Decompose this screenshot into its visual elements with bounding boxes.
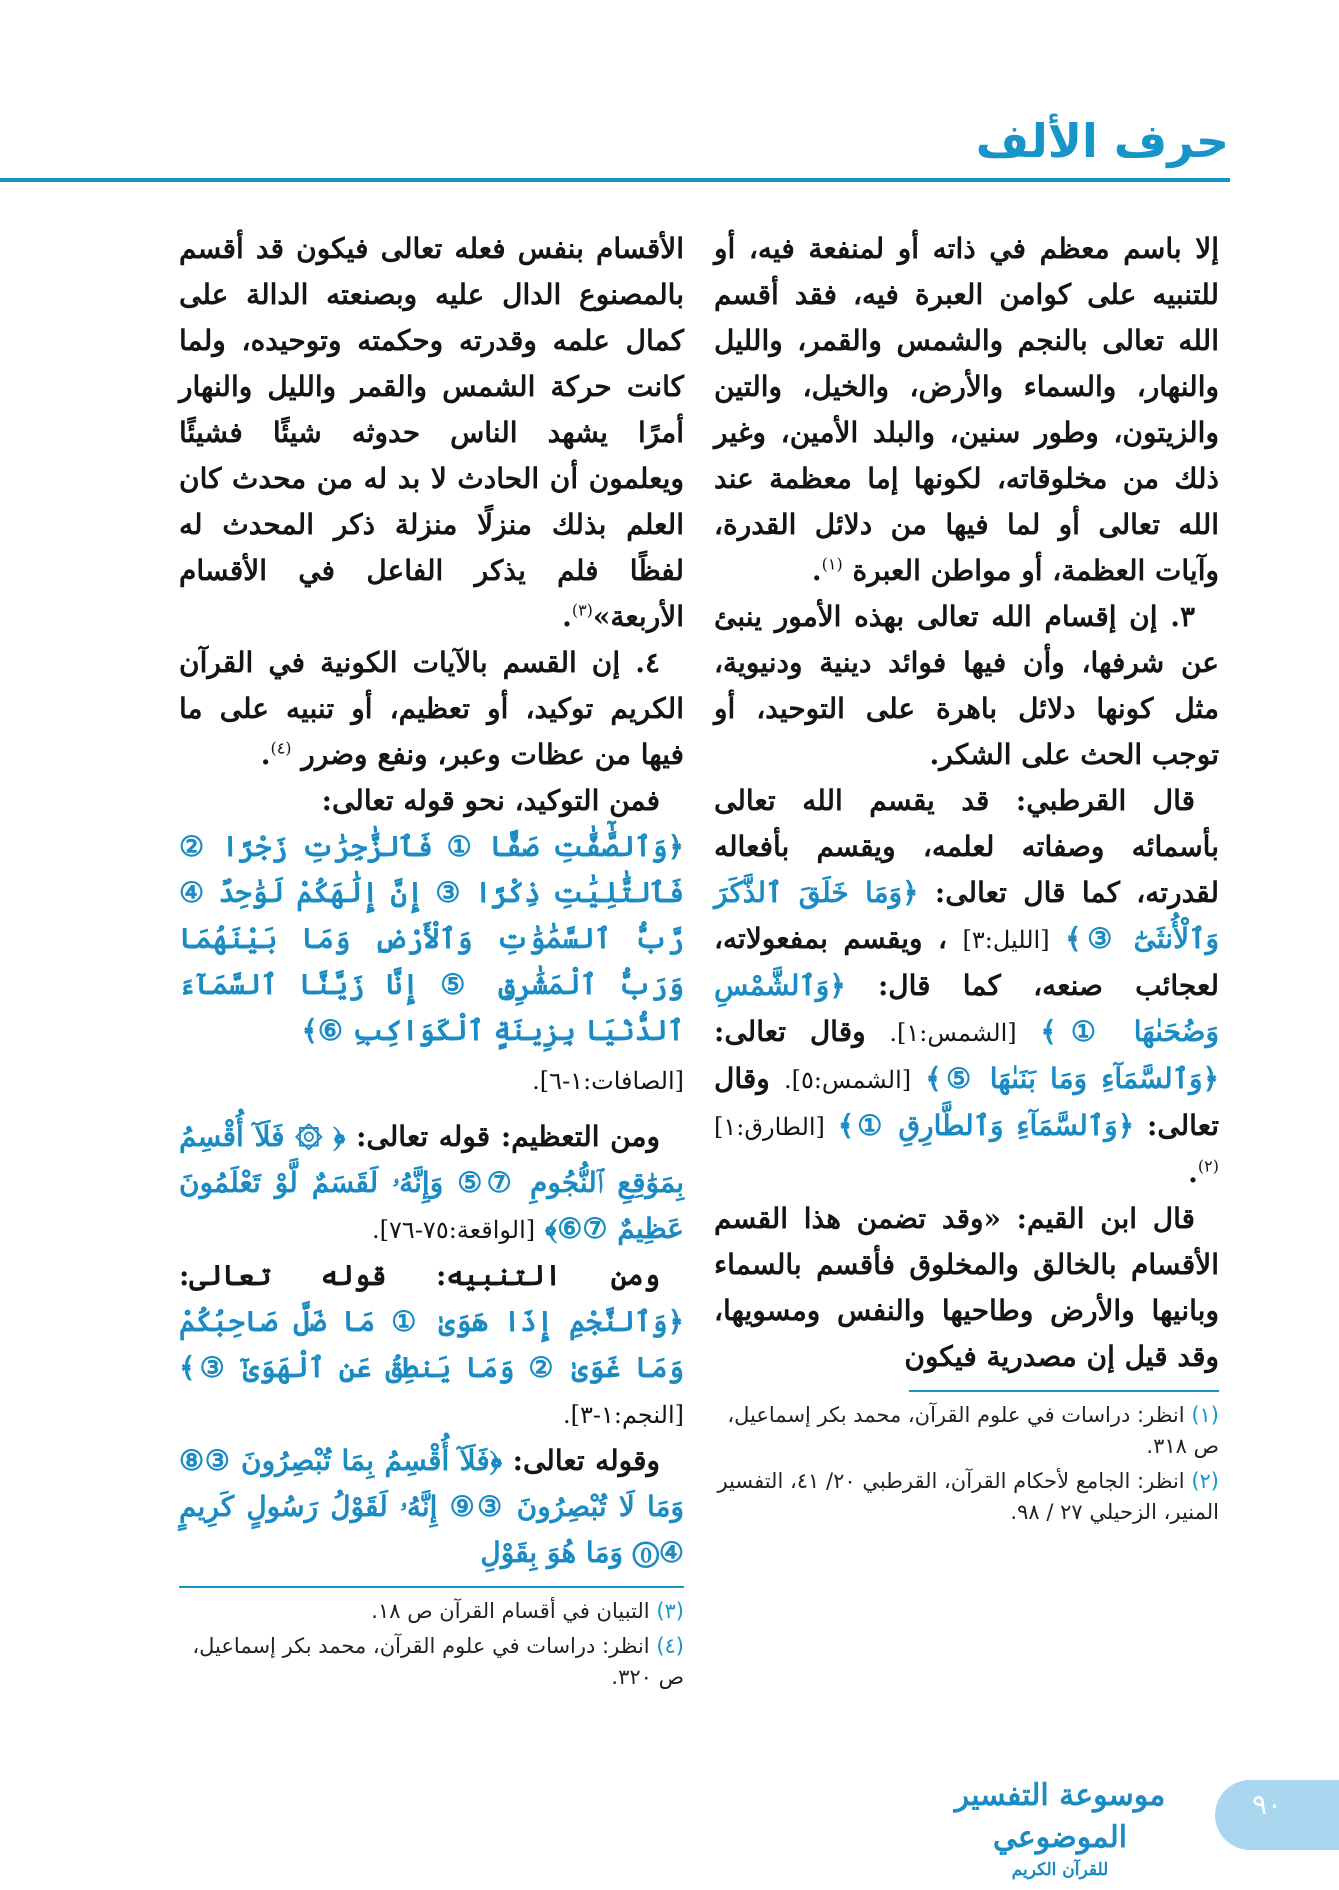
footnote-ref-1[interactable]: (١) <box>821 554 843 574</box>
verse-reference: [الواقعة:٧٥-٧٦]. <box>372 1216 536 1244</box>
quran-verse: ﴿ ۞ فَلَآ أُقْسِمُ بِمَوَٰقِعِ ٱلنُّجُومِ ⑦⑤ وَإِنَّهُۥ لَقَسَمٌ لَّوْ تَعْلَمُونَ عَظِيمٌ ⑦⑥﴾ <box>179 1120 684 1245</box>
footnote-ref-3[interactable]: (٣) <box>571 600 593 620</box>
verse-reference: [الطارق:١] <box>714 1113 825 1141</box>
footnote-divider-right <box>909 1390 1219 1392</box>
left-paragraph-2: ٤. إن القسم بالآيات الكونية في القرآن الكريم توكيد، أو تعظيم، أو تنبيه على ما فيها من عظات وعبر، ونفع وضرر $^{(٤)}$. <box>179 646 684 771</box>
right-paragraph-3: قال القرطبي: قد يقسم الله تعالى بأسمائه وصفاته لعلمه، ويقسم بأفعاله لقدرته، كما قال تعالى: ﴿وَمَا خَلَقَ ٱلذَّكَرَ وَٱلْأُنثَىٰٓ ③﴾ [الليل:٣] ، ويقسم بمفعولاته، لعجائب صنعه، كما قال: ﴿وَٱلشَّمْسِ وَضُحَىٰهَا ①﴾ [الشمس:١]. وقال تعالى: ﴿وَٱلسَّمَآءِ وَمَا بَنَىٰهَا ⑤﴾ [الشمس:٥]. وقال تعالى: ﴿وَٱلسَّمَآءِ وَٱلطَّارِقِ ①﴾ [الطارق:١] $^{(٢)}$. <box>714 784 1220 1189</box>
footnote-ref-4[interactable]: (٤) <box>270 738 292 758</box>
verse-reference: [الشمس:١]. <box>889 1019 1017 1047</box>
footnote-divider-left <box>179 1586 684 1588</box>
footnote-item: (٤) انظر: دراسات في علوم القرآن، محمد بكر إسماعيل، ص ٣٢٠. <box>192 1634 684 1689</box>
series-logo <box>935 1775 1185 1880</box>
right-paragraph-4: قال ابن القيم: «وقد تضمن هذا القسم الأقسام بالخالق والمخلوق فأقسم بالسماء وبانيها والأرض وطاحيها والنفس ومسويها، وقد قيل إن مصدرية فيكون <box>714 1202 1219 1373</box>
quran-verse: ﴿وَٱلسَّمَآءِ وَٱلطَّارِقِ ①﴾ <box>837 1109 1135 1142</box>
header-divider <box>0 178 1230 182</box>
page-number: ٩٠ <box>1251 1788 1283 1821</box>
footnotes-right <box>714 1400 1219 1532</box>
footnote-item: (١) انظر: دراسات في علوم القرآن، محمد بكر إسماعيل، ص ٣١٨. <box>727 1403 1219 1458</box>
footnote-ref-2[interactable]: (٢) <box>1197 1156 1219 1176</box>
logo-main-text: موسوعة التفسير الموضوعي <box>954 1778 1166 1855</box>
verse-reference: [النجم:١-٣]. <box>562 1401 684 1429</box>
right-paragraph-1: إلا باسم معظم في ذاته أو لمنفعة فيه، أو للتنبيه على كوامن العبرة فيه، فقد أقسم الله تعالى بالنجم والشمس والقمر، والليل والنهار، والسماء والأرض، والخيل، والتين والزيتون، وطور سنين، والبلد الأمين، وغير ذلك من مخلوقاته، لكونها إما معظمة عند الله تعالى أو لما فيها من دلائل القدرة، وآيات العظمة، أو مواطن العبرة $^{(١)}$. <box>714 232 1219 587</box>
left-text-column <box>179 226 684 1576</box>
quran-verse: ﴿وَٱلسَّمَآءِ وَمَا بَنَىٰهَا ⑤﴾ <box>925 1062 1219 1095</box>
footnote-item: (٣) التبيان في أقسام القرآن ص ١٨. <box>371 1599 684 1623</box>
right-paragraph-2: ٣. إن إقسام الله تعالى بهذه الأمور ينبئ عن شرفها، وأن فيها فوائد دينية ودنيوية، مثل كونها دلائل باهرة على التوحيد، أو توجب الحث على الشكر. <box>714 600 1219 771</box>
left-paragraph-6: وقوله تعالى: ﴿فَلَآ أُقْسِمُ بِمَا تُبْصِرُونَ ③⑧ وَمَا لَا تُبْصِرُونَ ③⑨ إِنَّهُۥ لَقَوْلُ رَسُولٍ كَرِيمٍ ④⓪ وَمَا هُوَ بِقَوْلِ <box>179 1444 684 1569</box>
quran-verse: ﴿وَٱلنَّجْمِ إِذَا هَوَىٰ ① مَا ضَلَّ صَاحِبُكُمْ وَمَا غَوَىٰ ② وَمَا يَنطِقُ عَنِ ٱلْهَوَىٰٓ ③﴾ <box>179 1305 684 1384</box>
page-header-title: حرف الألف <box>975 114 1229 168</box>
footnotes-left <box>179 1596 684 1697</box>
footnote-item: (٢) انظر: الجامع لأحكام القرآن، القرطبي ٢٠/ ٤١، التفسير المنير، الزحيلي ٢٧ / ٩٨. <box>717 1469 1219 1524</box>
logo-sub-text: للقرآن الكريم <box>1011 1860 1109 1880</box>
quran-verse: ﴿وَٱلشَّمْسِ وَضُحَىٰهَا ①﴾ <box>714 969 1220 1048</box>
quran-verse: ﴿فَلَآ أُقْسِمُ بِمَا تُبْصِرُونَ ③⑧ وَمَا لَا تُبْصِرُونَ ③⑨ إِنَّهُۥ لَقَوْلُ رَسُولٍ كَرِيمٍ ④⓪ وَمَا هُوَ بِقَوْلِ <box>179 1444 684 1569</box>
verse-reference: [الليل:٣] <box>962 926 1050 954</box>
quran-verse-block: ﴿وَٱلصَّٰٓفَّٰتِ صَفًّا ① فَٱلزَّٰجِرَٰتِ زَجْرًا ② فَٱلتَّٰلِيَٰتِ ذِكْرًا ③ إِنَّ إِلَٰهَكُمْ لَوَٰحِدٌ ④ رَّبُّ ٱلسَّمَٰوَٰتِ وَٱلْأَرْضِ وَمَا بَيْنَهُمَا وَرَبُّ ٱلْمَشَٰرِقِ ⑤ إِنَّا زَيَّنَّا ٱلسَّمَآءَ ٱلدُّنْيَا بِزِينَةٍ ٱلْكَوَاكِبِ ⑥﴾ <box>179 830 684 1047</box>
quran-verse: ﴿وَمَا خَلَقَ ٱلذَّكَرَ وَٱلْأُنثَىٰٓ ③﴾ <box>714 876 1219 955</box>
left-paragraph-1: الأقسام بنفس فعله تعالى فيكون قد أقسم بالمصنوع الدال عليه وبصنعته الدالة على كمال علمه وقدرته وحكمته وتوحيده، ولما كانت حركة الشمس والقمر والليل والنهار أمرًا يشهد الناس حدوثه شيئًا فشيئًا ويعلمون أن الحادث لا بد له من محدث كان العلم بذلك منزلًا منزلة ذكر المحدث له لفظًا فلم يذكر الفاعل في الأقسام الأربعة»$^{(٣)}$. <box>179 232 684 633</box>
right-text-column <box>714 226 1219 1380</box>
left-paragraph-5: ومن التنبيه: قوله تعالى: ﴿وَٱلنَّجْمِ إِذَا هَوَىٰ ① مَا ضَلَّ صَاحِبُكُمْ وَمَا غَوَىٰ ② وَمَا يَنطِقُ عَنِ ٱلْهَوَىٰٓ ③﴾ [النجم:١-٣]. <box>179 1259 684 1429</box>
verse-reference: [الصافات:١-٦]. <box>532 1067 684 1095</box>
left-paragraph-3: فمن التوكيد، نحو قوله تعالى: <box>321 784 660 817</box>
left-paragraph-4: ومن التعظيم: قوله تعالى: ﴿ ۞ فَلَآ أُقْسِمُ بِمَوَٰقِعِ ٱلنُّجُومِ ⑦⑤ وَإِنَّهُۥ لَقَسَمٌ لَّوْ تَعْلَمُونَ عَظِيمٌ ⑦⑥﴾ [الواقعة:٧٥-٧٦]. <box>179 1120 684 1245</box>
verse-reference: [الشمس:٥]. <box>783 1066 912 1094</box>
